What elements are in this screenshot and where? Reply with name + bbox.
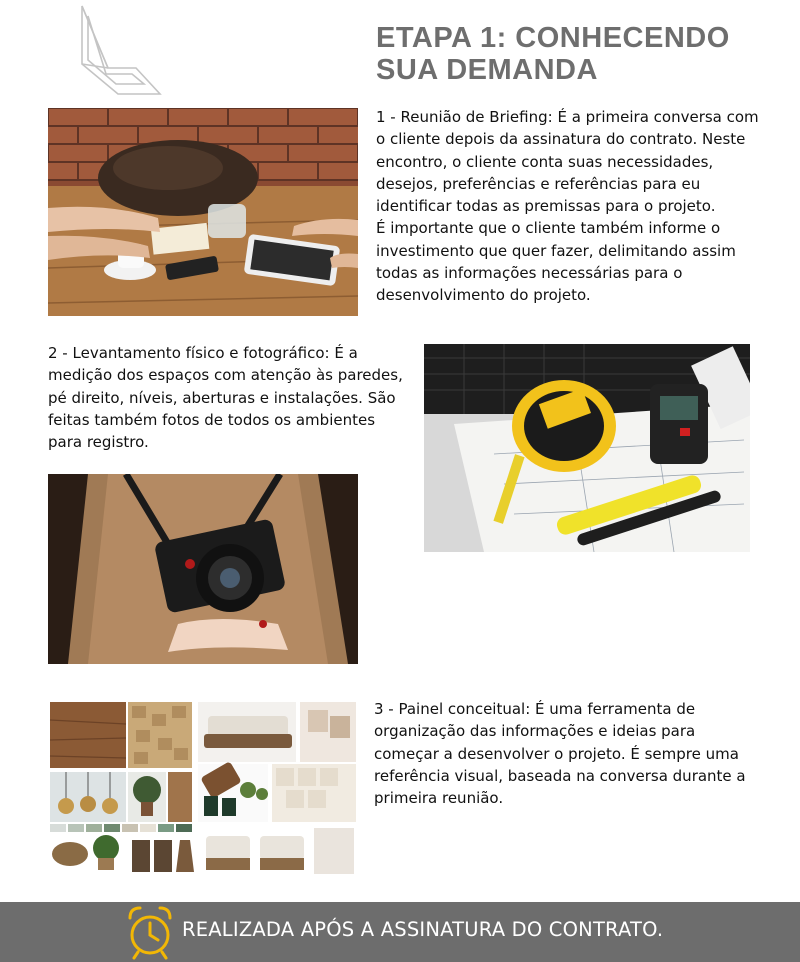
concept-moodboard [48, 700, 358, 876]
briefing-paragraph-1: 1 - Reunião de Briefing: É a primeira conversa com o cliente depois da assinatura do contrato. Neste encontro, o cliente conta suas necessidades, desejos, preferências e referências para eu identificar todas as premissas para o projeto. [376, 108, 759, 216]
survey-description: 2 - Levantamento físico e fotográfico: É a medição dos espaços com atenção às paredes, pé direito, níveis, aberturas e instalações. São feitas também fotos de todos os ambientes para registro. [48, 344, 403, 452]
camera-photo [48, 474, 358, 664]
title-line-2: SUA DEMANDA [376, 54, 598, 86]
meeting-photo [48, 108, 358, 316]
brand-logo [78, 4, 162, 96]
alarm-clock-icon [124, 904, 176, 960]
page-title [376, 22, 776, 86]
title-line-1: ETAPA 1: CONHECENDO [376, 22, 730, 54]
footer-note: REALIZADA APÓS A ASSINATURA DO CONTRATO. [182, 918, 664, 941]
concept-panel-description: 3 - Painel conceitual: É uma ferramenta de organização das informações e ideias para começar a desenvolver o projeto. É sempre uma referência visual, baseada na conversa durante a primeira reunião. [374, 700, 746, 808]
briefing-description [376, 106, 768, 307]
briefing-paragraph-2: É importante que o cliente também informe o investimento que quer fazer, delimitando assim todas as informações necessárias para o desenvolvimento do projeto. [376, 219, 736, 305]
measuring-tools-photo [424, 344, 750, 552]
